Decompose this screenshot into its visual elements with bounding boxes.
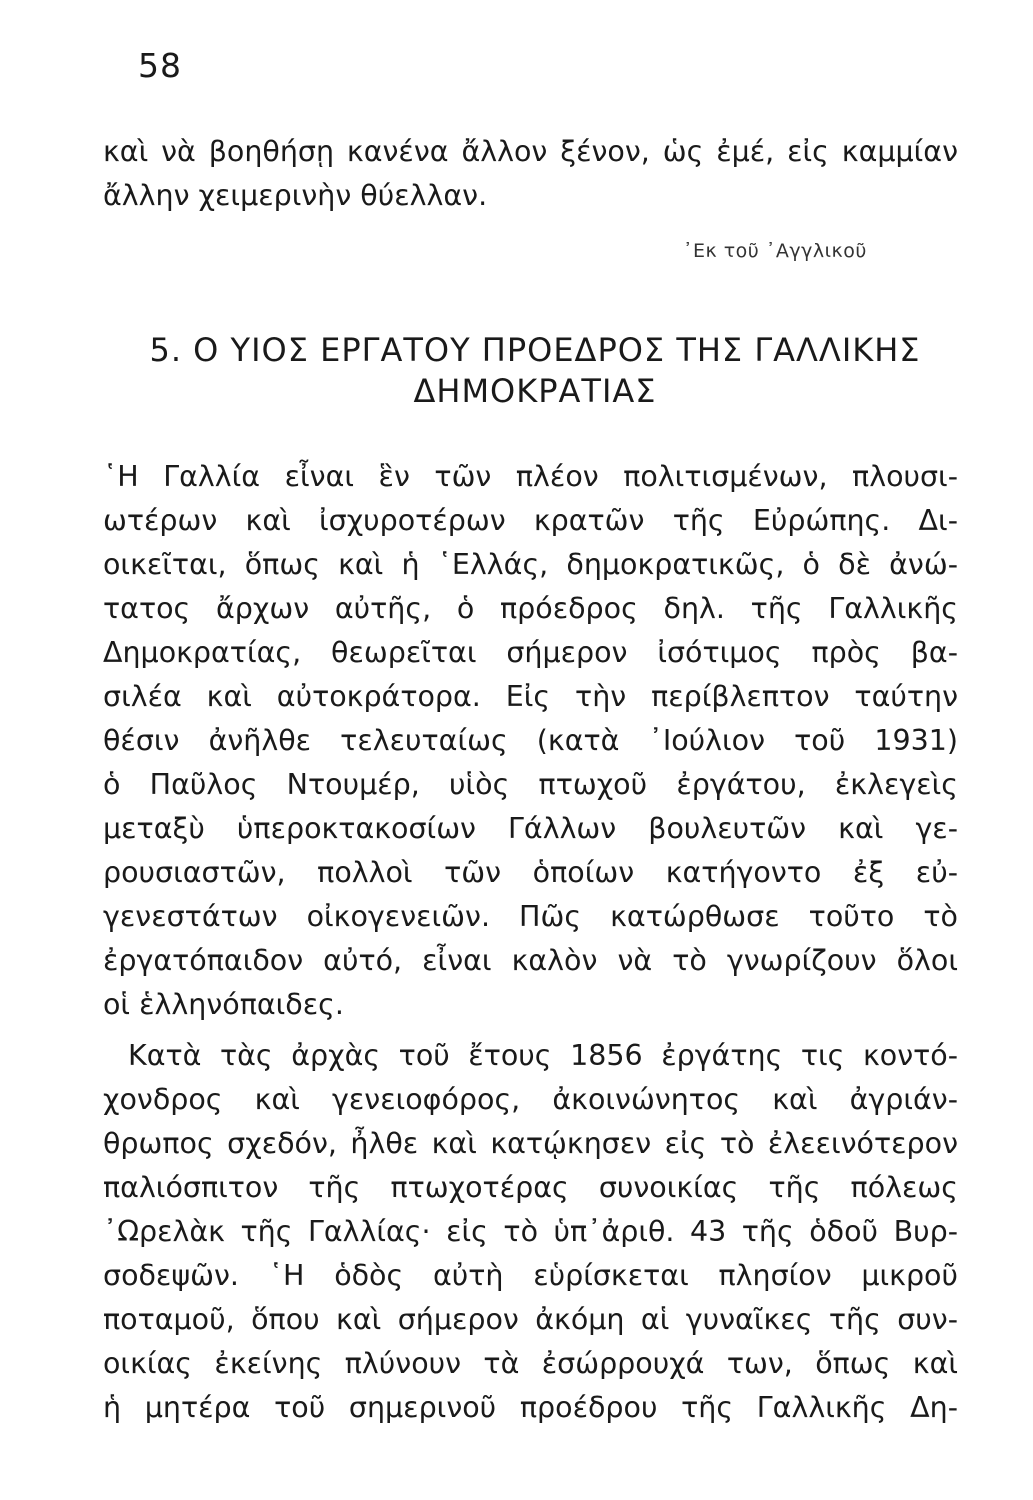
paragraph-line: ῾Η Γαλλία εἶναι ἓν τῶν πλέον πολιτισμένων, πλουσι-: [103, 460, 958, 493]
paragraph-line: γενεστάτων οἰκογενειῶν. Πῶς κατώρθωσε τοῦτο τὸ: [103, 900, 958, 933]
paragraph-line: ὁ Παῦλος Ντουμέρ, υἱὸς πτωχοῦ ἐργάτου, ἐκλεγεὶς: [103, 768, 958, 801]
paragraph-line: θέσιν ἀνῆλθε τελευταίως (κατὰ ᾿Ιούλιον τοῦ 1931): [103, 724, 958, 757]
paragraph-line: ἡ μητέρα τοῦ σημερινοῦ προέδρου τῆς Γαλλικῆς Δη-: [103, 1391, 958, 1424]
intro-line-2: ἄλλην χειμερινὴν θύελλαν.: [103, 179, 488, 212]
section-heading-line-1: 5. Ο ΥΙΟΣ ΕΡΓΑΤΟΥ ΠΡΟΕΔΡΟΣ ΤΗΣ ΓΑΛΛΙΚΗΣ: [149, 331, 921, 369]
paragraph-line: μεταξὺ ὑπεροκτακοσίων Γάλλων βουλευτῶν καὶ γε-: [103, 812, 958, 845]
intro-line-1: καὶ νὰ βοηθήσῃ κανένα ἄλλον ξένον, ὡς ἐμέ, εἰς καμμίαν: [103, 135, 958, 168]
source-note: ᾿Εκ τοῦ ᾿Αγγλικοῦ: [683, 240, 867, 262]
section-heading-line-2: ΔΗΜΟΚΡΑΤΙΑΣ: [413, 372, 657, 410]
paragraph-line: σιλέα καὶ αὐτοκράτορα. Εἰς τὴν περίβλεπτον ταύτην: [103, 680, 958, 713]
paragraph-line: ἐργατόπαιδον αὐτό, εἶναι καλὸν νὰ τὸ γνωρίζουν ὅλοι: [103, 944, 958, 977]
paragraph-line: Δημοκρατίας, θεωρεῖται σήμερον ἰσότιμος πρὸς βα-: [103, 636, 958, 669]
paragraph-line: τατος ἄρχων αὐτῆς, ὁ πρόεδρος δηλ. τῆς Γαλλικῆς: [103, 592, 958, 625]
paragraph-line: ρουσιαστῶν, πολλοὶ τῶν ὁποίων κατήγοντο ἐξ εὐ-: [103, 856, 958, 889]
paragraph-line: παλιόσπιτον τῆς πτωχοτέρας συνοικίας τῆς πόλεως: [103, 1171, 958, 1204]
paragraph-line: θρωπος σχεδόν, ἦλθε καὶ κατῴκησεν εἰς τὸ ἐλεεινότερον: [103, 1127, 958, 1160]
paragraph-line: ποταμοῦ, ὅπου καὶ σήμερον ἀκόμη αἱ γυναῖκες τῆς συν-: [103, 1303, 958, 1336]
paragraph-line: ωτέρων καὶ ἰσχυροτέρων κρατῶν τῆς Εὐρώπης. Δι-: [103, 504, 958, 537]
paragraph-line: οικίας ἐκείνης πλύνουν τὰ ἐσώρρουχά των, ὅπως καὶ: [103, 1347, 958, 1380]
paragraph-line: σοδεψῶν. ῾Η ὁδὸς αὐτὴ εὑρίσκεται πλησίον μικροῦ: [103, 1259, 958, 1292]
page-number: 58: [138, 46, 182, 85]
paragraph-line: οἱ ἑλληνόπαιδες.: [103, 988, 344, 1021]
paragraph-line: ᾿Ωρελὰκ τῆς Γαλλίας· εἰς τὸ ὑπ᾿ἀριθ. 43 τῆς ὁδοῦ Βυρ-: [103, 1215, 958, 1248]
paragraph-line: οικεῖται, ὅπως καὶ ἡ ῾Ελλάς, δημοκρατικῶς, ὁ δὲ ἀνώ-: [103, 548, 958, 581]
paragraph-line: χονδρος καὶ γενειοφόρος, ἀκοινώνητος καὶ ἀγριάν-: [103, 1083, 958, 1116]
paragraph-line: Κατὰ τὰς ἀρχὰς τοῦ ἔτους 1856 ἐργάτης τις κοντό-: [128, 1039, 958, 1072]
